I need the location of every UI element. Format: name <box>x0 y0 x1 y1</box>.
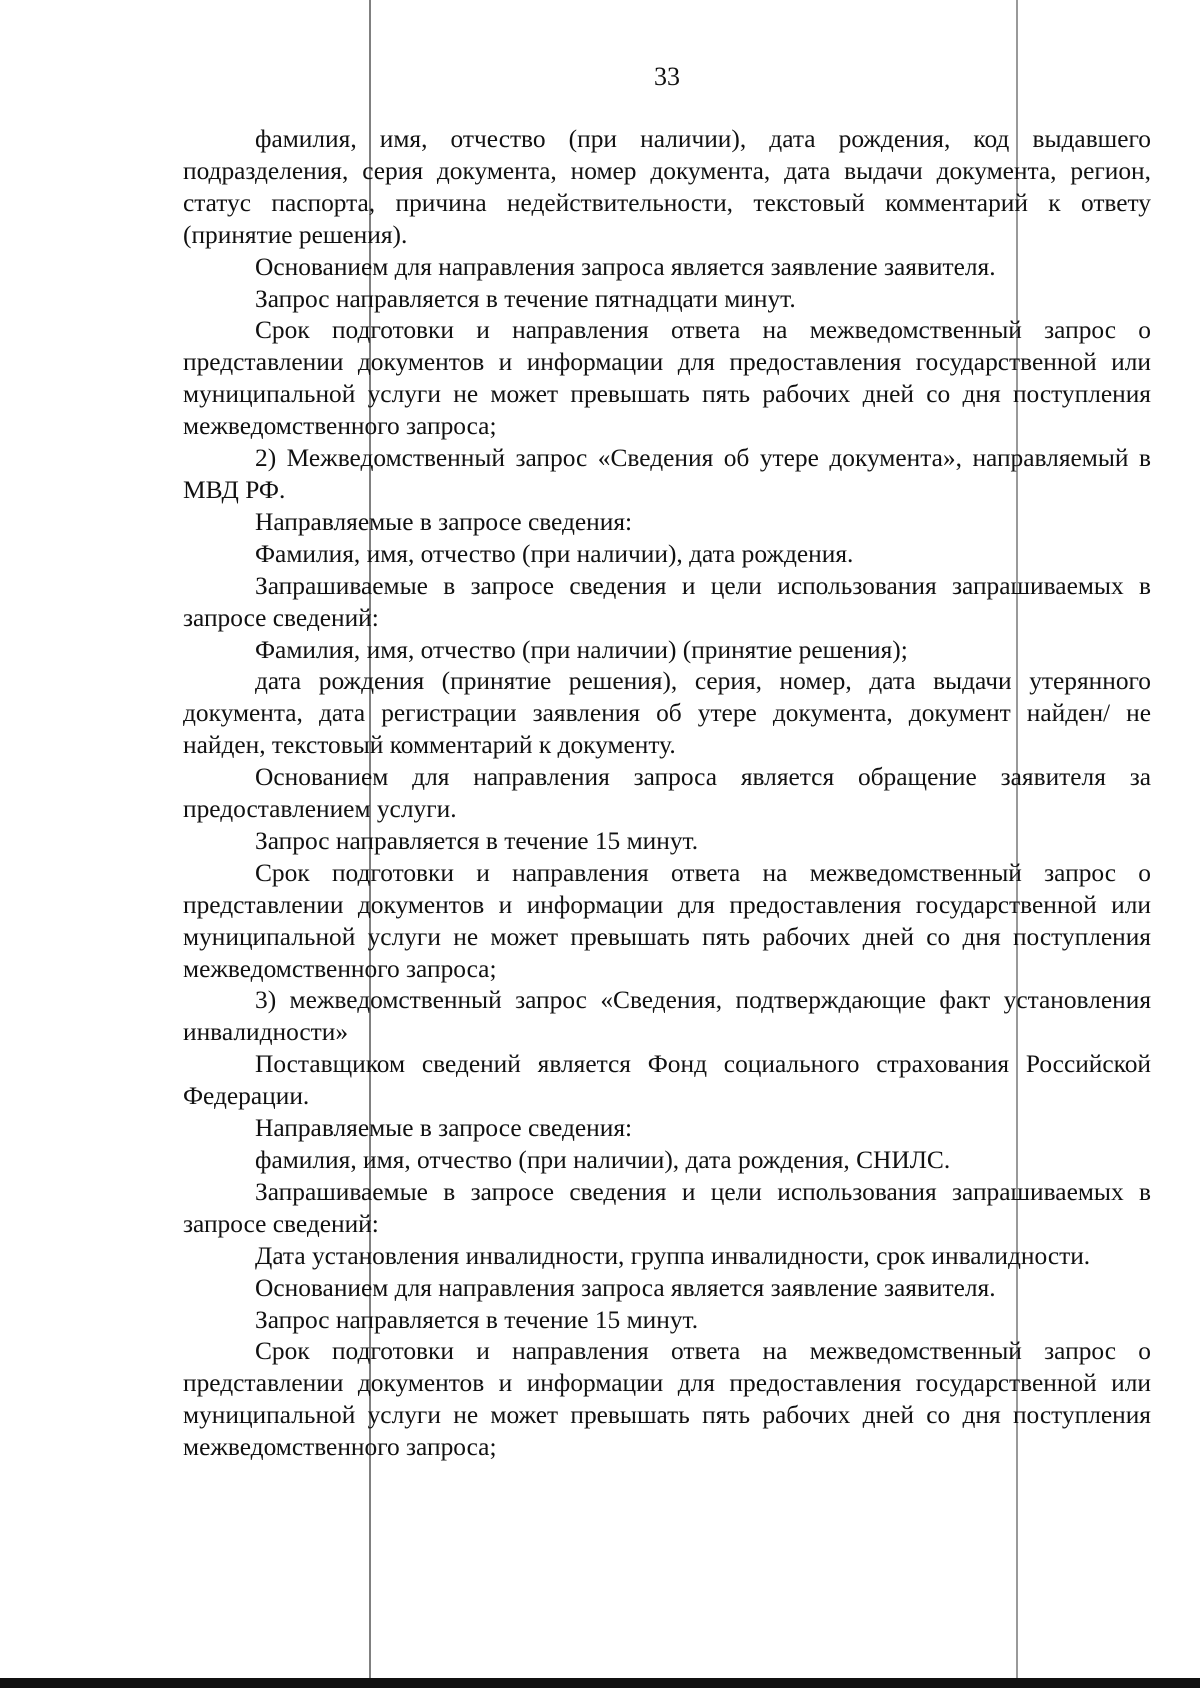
paragraph: Срок подготовки и направления ответа на межведомственный запрос о представлении документов и информации для предоставления государственной или муниципальной услуги не может превышать пять рабочих дней со дня поступления межведомственного запроса; <box>183 316 1151 441</box>
paragraph: Поставщиком сведений является Фонд социального страхования Российской Федерации. <box>183 1050 1151 1111</box>
paragraph: фамилия, имя, отчество (при наличии), дата рождения, код выдавшего подразделения, серия документа, номер документа, дата выдачи документа, регион, статус паспорта, причина недействительности, текстовый комментарий к ответу (принятие решения). <box>183 125 1151 249</box>
paragraph: Запрос направляется в течение пятнадцати минут. <box>255 284 796 313</box>
paragraph: Дата установления инвалидности, группа инвалидности, срок инвалидности. <box>255 1241 1091 1270</box>
page-number: 33 <box>654 62 680 91</box>
paragraph: 2) Межведомственный запрос «Сведения об утере документа», направляемый в МВД РФ. <box>183 444 1151 504</box>
paragraph: Срок подготовки и направления ответа на межведомственный запрос о представлении документов и информации для предоставления государственной или муниципальной услуги не может превышать пять рабочих дней со дня поступления межведомственного запроса; <box>183 858 1151 983</box>
paragraph: Срок подготовки и направления ответа на межведомственный запрос о представлении документов и информации для предоставления государственной или муниципальной услуги не может превышать пять рабочих дней со дня поступления межведомственного запроса; <box>183 1337 1151 1462</box>
paragraph: Основанием для направления запроса является заявление заявителя. <box>255 1273 996 1302</box>
paragraph: Запрос направляется в течение 15 минут. <box>255 826 699 855</box>
paragraph: Направляемые в запросе сведения: <box>255 1114 633 1143</box>
paragraph: Запрашиваемые в запросе сведения и цели использования запрашиваемых в запросе сведений: <box>183 1177 1151 1238</box>
paragraph: Направляемые в запросе сведения: <box>255 507 633 536</box>
paragraph: Фамилия, имя, отчество (при наличии) (принятие решения); <box>255 635 908 664</box>
paragraph: 3) межведомственный запрос «Сведения, подтверждающие факт установления инвалидности» <box>183 986 1151 1047</box>
document-body <box>183 124 1151 1464</box>
paragraph: Запрашиваемые в запросе сведения и цели использования запрашиваемых в запросе сведений: <box>183 571 1151 632</box>
paragraph: Основанием для направления запроса является заявление заявителя. <box>255 252 996 281</box>
paragraph: Фамилия, имя, отчество (при наличии), дата рождения. <box>255 539 854 568</box>
paragraph: Запрос направляется в течение 15 минут. <box>255 1305 699 1334</box>
paragraph: дата рождения (принятие решения), серия, номер, дата выдачи утерянного документа, дата регистрации заявления об утере документа, документ найден/ не найден, текстовый комментарий к документу. <box>183 667 1151 760</box>
paragraph: фамилия, имя, отчество (при наличии), дата рождения, СНИЛС. <box>255 1146 951 1174</box>
paragraph: Основанием для направления запроса является обращение заявителя за предоставлением услуги. <box>183 763 1151 824</box>
scan-bottom-edge <box>0 1678 1200 1688</box>
